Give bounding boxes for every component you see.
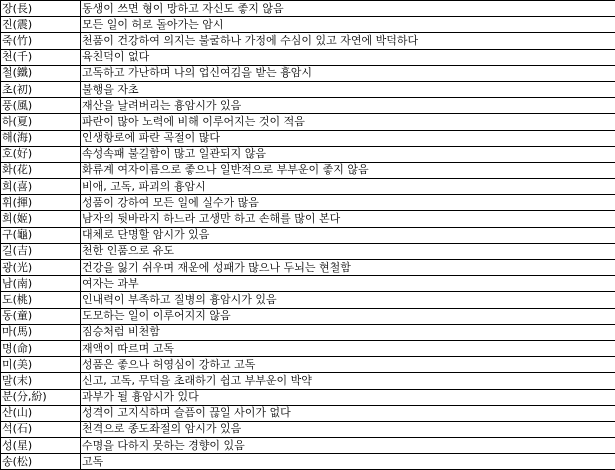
name-cell[interactable]: 송(松) — [1, 454, 81, 470]
name-cell[interactable]: 하(夏) — [1, 114, 81, 130]
table-row — [1, 308, 615, 324]
table-row — [1, 340, 615, 356]
table-row — [1, 421, 615, 437]
meaning-cell[interactable]: 고독 — [81, 454, 615, 470]
table-row — [1, 33, 615, 49]
name-cell[interactable]: 석(石) — [1, 421, 81, 437]
meaning-cell[interactable]: 동생이 쓰면 형이 망하고 자신도 좋지 않음 — [81, 1, 615, 17]
name-cell[interactable]: 분(分,紛) — [1, 389, 81, 405]
meaning-cell[interactable]: 건강을 잃기 쉬우며 재운에 성패가 많으나 두뇌는 현철함 — [81, 260, 615, 276]
table-row — [1, 405, 615, 421]
table-row — [1, 292, 615, 308]
meaning-cell[interactable]: 대체로 단명할 암시가 있음 — [81, 227, 615, 243]
meaning-cell[interactable]: 여자는 과부 — [81, 276, 615, 292]
meaning-cell[interactable]: 수명을 다하지 못하는 경향이 있음 — [81, 438, 615, 454]
meaning-cell[interactable]: 인내력이 부족하고 질병의 흉암시가 있음 — [81, 292, 615, 308]
meaning-cell[interactable]: 과부가 될 흉암시가 있다 — [81, 389, 615, 405]
meaning-cell[interactable]: 인생항로에 파란 곡절이 많다 — [81, 130, 615, 146]
meaning-cell[interactable]: 천품이 건강하여 의지는 불굴하나 가정에 수심이 있고 자연에 박덕하다 — [81, 33, 615, 49]
table-row — [1, 98, 615, 114]
meaning-cell[interactable]: 불행을 자초 — [81, 81, 615, 97]
table-row — [1, 17, 615, 33]
meaning-cell[interactable]: 신고, 고독, 무덕을 초래하기 쉽고 부부운이 박약 — [81, 373, 615, 389]
table-row — [1, 438, 615, 454]
table-row — [1, 211, 615, 227]
name-cell[interactable]: 장(長) — [1, 1, 81, 17]
name-cell[interactable]: 풍(風) — [1, 98, 81, 114]
table-row — [1, 65, 615, 81]
table-row — [1, 243, 615, 259]
table-row — [1, 195, 615, 211]
table-row — [1, 373, 615, 389]
table-row — [1, 162, 615, 178]
name-cell[interactable]: 말(末) — [1, 373, 81, 389]
name-cell[interactable]: 동(童) — [1, 308, 81, 324]
name-cell[interactable]: 천(千) — [1, 49, 81, 65]
name-cell[interactable]: 남(南) — [1, 276, 81, 292]
name-cell[interactable]: 철(鐵) — [1, 65, 81, 81]
table-row — [1, 324, 615, 340]
table-row — [1, 260, 615, 276]
name-cell[interactable]: 미(美) — [1, 357, 81, 373]
meaning-cell[interactable]: 도모하는 일이 이루어지지 않음 — [81, 308, 615, 324]
table-row — [1, 227, 615, 243]
name-cell[interactable]: 진(震) — [1, 17, 81, 33]
table-row — [1, 114, 615, 130]
table-row — [1, 276, 615, 292]
meaning-cell[interactable]: 천한 인품으로 유도 — [81, 243, 615, 259]
name-cell[interactable]: 산(山) — [1, 405, 81, 421]
name-cell[interactable]: 구(龜) — [1, 227, 81, 243]
name-cell[interactable]: 길(吉) — [1, 243, 81, 259]
table-row — [1, 130, 615, 146]
name-cell[interactable]: 도(桃) — [1, 292, 81, 308]
name-cell[interactable]: 죽(竹) — [1, 33, 81, 49]
name-cell[interactable]: 호(好) — [1, 146, 81, 162]
meaning-cell[interactable]: 재산을 날려버리는 흉암시가 있음 — [81, 98, 615, 114]
meaning-cell[interactable]: 고독하고 가난하며 나의 업신여김을 받는 흉암시 — [81, 65, 615, 81]
meaning-cell[interactable]: 육친덕이 없다 — [81, 49, 615, 65]
name-cell[interactable]: 화(花) — [1, 162, 81, 178]
table-row — [1, 454, 615, 470]
meaning-cell[interactable]: 짐승처럼 비천함 — [81, 324, 615, 340]
meaning-cell[interactable]: 비애, 고독, 파괴의 흉암시 — [81, 179, 615, 195]
meaning-cell[interactable]: 파란이 많아 노력에 비해 이루어지는 것이 적음 — [81, 114, 615, 130]
meaning-cell[interactable]: 천격으로 종도좌절의 암시가 있음 — [81, 421, 615, 437]
name-cell[interactable]: 마(馬) — [1, 324, 81, 340]
name-cell[interactable]: 희(姬) — [1, 211, 81, 227]
table-row — [1, 1, 615, 17]
name-cell[interactable]: 해(海) — [1, 130, 81, 146]
meaning-cell[interactable]: 속성속패 불길함이 많고 일관되지 않음 — [81, 146, 615, 162]
meaning-cell[interactable]: 성품이 강하여 모든 일에 실수가 많음 — [81, 195, 615, 211]
table-row — [1, 357, 615, 373]
meaning-cell[interactable]: 모든 일이 허로 돌아가는 암시 — [81, 17, 615, 33]
table-row — [1, 81, 615, 97]
table-body — [1, 1, 615, 470]
name-cell[interactable]: 초(初) — [1, 81, 81, 97]
table-row — [1, 389, 615, 405]
meaning-cell[interactable]: 성격이 고지식하며 슬픔이 끊일 사이가 없다 — [81, 405, 615, 421]
name-cell[interactable]: 명(命) — [1, 340, 81, 356]
table-row — [1, 49, 615, 65]
meaning-cell[interactable]: 화류계 여자이름으로 좋으나 일반적으로 부부운이 좋지 않음 — [81, 162, 615, 178]
table-row — [1, 146, 615, 162]
meaning-cell[interactable]: 재액이 따르며 고독 — [81, 340, 615, 356]
meaning-cell[interactable]: 남자의 뒷바라지 하느라 고생만 하고 손해를 많이 본다 — [81, 211, 615, 227]
meaning-cell[interactable]: 성품은 좋으나 허영심이 강하고 고독 — [81, 357, 615, 373]
name-cell[interactable]: 성(星) — [1, 438, 81, 454]
name-cell[interactable]: 휘(揮) — [1, 195, 81, 211]
name-cell[interactable]: 광(光) — [1, 260, 81, 276]
name-cell[interactable]: 희(喜) — [1, 179, 81, 195]
table-row — [1, 179, 615, 195]
